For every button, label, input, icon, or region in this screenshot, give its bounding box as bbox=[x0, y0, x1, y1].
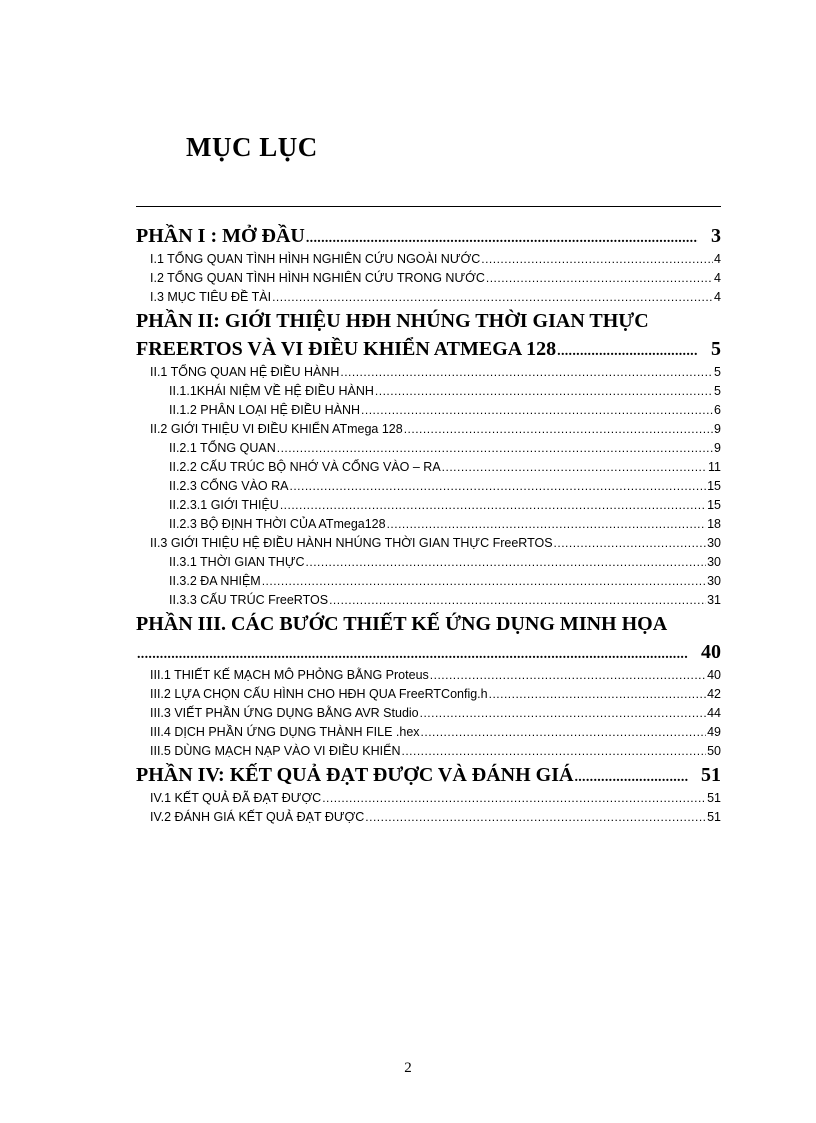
toc-section-iv1[interactable] bbox=[136, 789, 721, 808]
dot-leader bbox=[306, 232, 698, 246]
toc-subsection-ii23b[interactable] bbox=[136, 515, 721, 534]
dot-leader bbox=[306, 556, 707, 568]
toc-page: 44 bbox=[707, 706, 721, 720]
toc-label: II.2.3 CỔNG VÀO RA bbox=[169, 479, 289, 493]
dot-leader bbox=[554, 537, 707, 549]
dot-leader bbox=[557, 345, 698, 359]
toc-subsection-ii33[interactable] bbox=[136, 591, 721, 610]
dot-leader bbox=[430, 669, 706, 681]
toc-page: 3 bbox=[711, 225, 721, 247]
toc-subsection-ii231[interactable] bbox=[136, 496, 721, 515]
toc-part-2-line-1[interactable] bbox=[136, 307, 721, 335]
toc-label: III.4 DỊCH PHẦN ỨNG DỤNG THÀNH FILE .hex bbox=[150, 725, 420, 739]
dot-leader bbox=[486, 272, 713, 284]
toc-label: PHẦN I : MỞ ĐẦU bbox=[136, 225, 305, 247]
dot-leader bbox=[404, 423, 713, 435]
toc-label: II.2 GIỚI THIỆU VI ĐIỀU KHIỂN ATmega 128 bbox=[150, 422, 403, 436]
toc-label: IV.2 ĐÁNH GIÁ KẾT QUẢ ĐẠT ĐƯỢC bbox=[150, 810, 365, 824]
toc-label: III.3 VIẾT PHẦN ỨNG DỤNG BẰNG AVR Studio bbox=[150, 706, 419, 720]
toc-section-ii2[interactable] bbox=[136, 420, 721, 439]
dot-leader bbox=[289, 480, 706, 492]
toc-label: IV.1 KẾT QUẢ ĐÃ ĐẠT ĐƯỢC bbox=[150, 791, 322, 805]
toc-label: III.1 THIẾT KẾ MẠCH MÔ PHỎNG BẰNG Proteus bbox=[150, 668, 429, 682]
dot-leader bbox=[262, 575, 706, 587]
toc-page: 9 bbox=[714, 441, 721, 455]
dot-leader bbox=[375, 385, 713, 397]
toc-page: 51 bbox=[701, 764, 721, 786]
toc-page: 15 bbox=[707, 498, 721, 512]
toc-label: II.3.1 THỜI GIAN THỰC bbox=[169, 555, 305, 569]
toc-page: 5 bbox=[714, 384, 721, 398]
toc-section-iii5[interactable] bbox=[136, 742, 721, 761]
toc-page: 4 bbox=[714, 271, 721, 285]
toc-page: 30 bbox=[707, 574, 721, 588]
toc-subsection-ii12[interactable] bbox=[136, 401, 721, 420]
toc-page: 18 bbox=[707, 517, 721, 531]
toc-section-iii4[interactable] bbox=[136, 723, 721, 742]
toc-page: 51 bbox=[707, 791, 721, 805]
toc-page: 30 bbox=[707, 536, 721, 550]
toc-page: 49 bbox=[707, 725, 721, 739]
toc-page: 11 bbox=[708, 460, 721, 474]
toc-label: PHẦN II: GIỚI THIỆU HĐH NHÚNG THỜI GIAN THỰC bbox=[136, 310, 649, 332]
dot-leader bbox=[574, 771, 688, 785]
toc-label: II.1.2 PHÂN LOẠI HỆ ĐIỀU HÀNH bbox=[169, 403, 361, 417]
dot-leader bbox=[420, 707, 706, 719]
toc-page: 9 bbox=[714, 422, 721, 436]
dot-leader bbox=[137, 648, 688, 662]
toc-label: III.2 LỰA CHỌN CẤU HÌNH CHO HĐH QUA FreeRTConfig.h bbox=[150, 687, 488, 701]
toc-page: 4 bbox=[714, 252, 721, 266]
toc-label: II.3.3 CẤU TRÚC FreeRTOS bbox=[169, 593, 329, 607]
title-divider bbox=[136, 206, 721, 207]
dot-leader bbox=[322, 792, 706, 804]
toc-section-i3[interactable] bbox=[136, 288, 721, 307]
dot-leader bbox=[277, 442, 713, 454]
toc-page: 31 bbox=[707, 593, 721, 607]
toc-section-iv2[interactable] bbox=[136, 808, 721, 827]
page-number: 2 bbox=[404, 1060, 412, 1076]
toc-section-ii1[interactable] bbox=[136, 363, 721, 382]
toc-page: 40 bbox=[707, 668, 721, 682]
toc-part-1[interactable] bbox=[136, 222, 721, 250]
dot-leader bbox=[329, 594, 706, 606]
dot-leader bbox=[340, 366, 713, 378]
toc-section-ii3[interactable] bbox=[136, 534, 721, 553]
toc-section-i2[interactable] bbox=[136, 269, 721, 288]
toc-section-iii1[interactable] bbox=[136, 666, 721, 685]
toc-section-i1[interactable] bbox=[136, 250, 721, 269]
toc-page: 50 bbox=[707, 744, 721, 758]
toc-page: 4 bbox=[714, 290, 721, 304]
dot-leader bbox=[442, 461, 707, 473]
toc-label: III.5 DÙNG MẠCH NẠP VÀO VI ĐIỀU KHIỂN bbox=[150, 744, 401, 758]
toc-subsection-ii21[interactable] bbox=[136, 439, 721, 458]
toc-page: 6 bbox=[714, 403, 721, 417]
toc-label: II.2.1 TỔNG QUAN bbox=[169, 441, 276, 455]
toc-subsection-ii23[interactable] bbox=[136, 477, 721, 496]
toc-part-4[interactable] bbox=[136, 761, 721, 789]
toc-label: II.1.1KHÁI NIỆM VỀ HỆ ĐIỀU HÀNH bbox=[169, 384, 374, 398]
toc-section-iii2[interactable] bbox=[136, 685, 721, 704]
toc-label: II.3.2 ĐA NHIỆM bbox=[169, 574, 261, 588]
toc-label: II.2.3 BỘ ĐỊNH THỜI CỦA ATmega128 bbox=[169, 517, 386, 531]
toc-part-3[interactable] bbox=[136, 638, 721, 666]
toc-label: I.2 TỔNG QUAN TÌNH HÌNH NGHIÊN CỨU TRONG NƯỚC bbox=[150, 271, 485, 285]
toc-subsection-ii11[interactable] bbox=[136, 382, 721, 401]
table-of-contents bbox=[136, 222, 721, 827]
dot-leader bbox=[361, 404, 713, 416]
toc-page: 5 bbox=[714, 365, 721, 379]
dot-leader bbox=[489, 688, 706, 700]
toc-part-2[interactable] bbox=[136, 335, 721, 363]
toc-label: II.2.2 CẤU TRÚC BỘ NHỚ VÀ CỔNG VÀO – RA bbox=[169, 460, 441, 474]
toc-page: 15 bbox=[707, 479, 721, 493]
toc-label: PHẦN IV: KẾT QUẢ ĐẠT ĐƯỢC VÀ ĐÁNH GIÁ bbox=[136, 764, 574, 786]
dot-leader bbox=[365, 811, 706, 823]
toc-label: II.3 GIỚI THIỆU HỆ ĐIỀU HÀNH NHÚNG THỜI GIAN THỰC FreeRTOS bbox=[150, 536, 553, 550]
dot-leader bbox=[272, 291, 713, 303]
toc-label: FREERTOS VÀ VI ĐIỀU KHIỂN ATMEGA 128 bbox=[136, 338, 557, 360]
toc-section-iii3[interactable] bbox=[136, 704, 721, 723]
toc-part-3-line-1[interactable] bbox=[136, 610, 721, 638]
toc-subsection-ii31[interactable] bbox=[136, 553, 721, 572]
dot-leader bbox=[387, 518, 707, 530]
toc-subsection-ii32[interactable] bbox=[136, 572, 721, 591]
toc-label: I.1 TỔNG QUAN TÌNH HÌNH NGHIÊN CỨU NGOÀI NƯỚC bbox=[150, 252, 481, 266]
toc-subsection-ii22[interactable] bbox=[136, 458, 721, 477]
dot-leader bbox=[402, 745, 707, 757]
toc-label: PHẦN III. CÁC BƯỚC THIẾT KẾ ỨNG DỤNG MINH HỌA bbox=[136, 613, 668, 635]
toc-label: I.3 MỤC TIÊU ĐỀ TÀI bbox=[150, 290, 272, 304]
toc-label: II.2.3.1 GIỚI THIỆU bbox=[169, 498, 279, 512]
toc-page: 5 bbox=[711, 338, 721, 360]
page-title: MỤC LỤC bbox=[186, 132, 318, 162]
toc-page: 40 bbox=[701, 641, 721, 663]
dot-leader bbox=[280, 499, 706, 511]
toc-page: 30 bbox=[707, 555, 721, 569]
dot-leader bbox=[481, 253, 713, 265]
dot-leader bbox=[421, 726, 707, 738]
toc-page: 42 bbox=[707, 687, 721, 701]
toc-page: 51 bbox=[707, 810, 721, 824]
toc-label: II.1 TỔNG QUAN HỆ ĐIỀU HÀNH bbox=[150, 365, 340, 379]
